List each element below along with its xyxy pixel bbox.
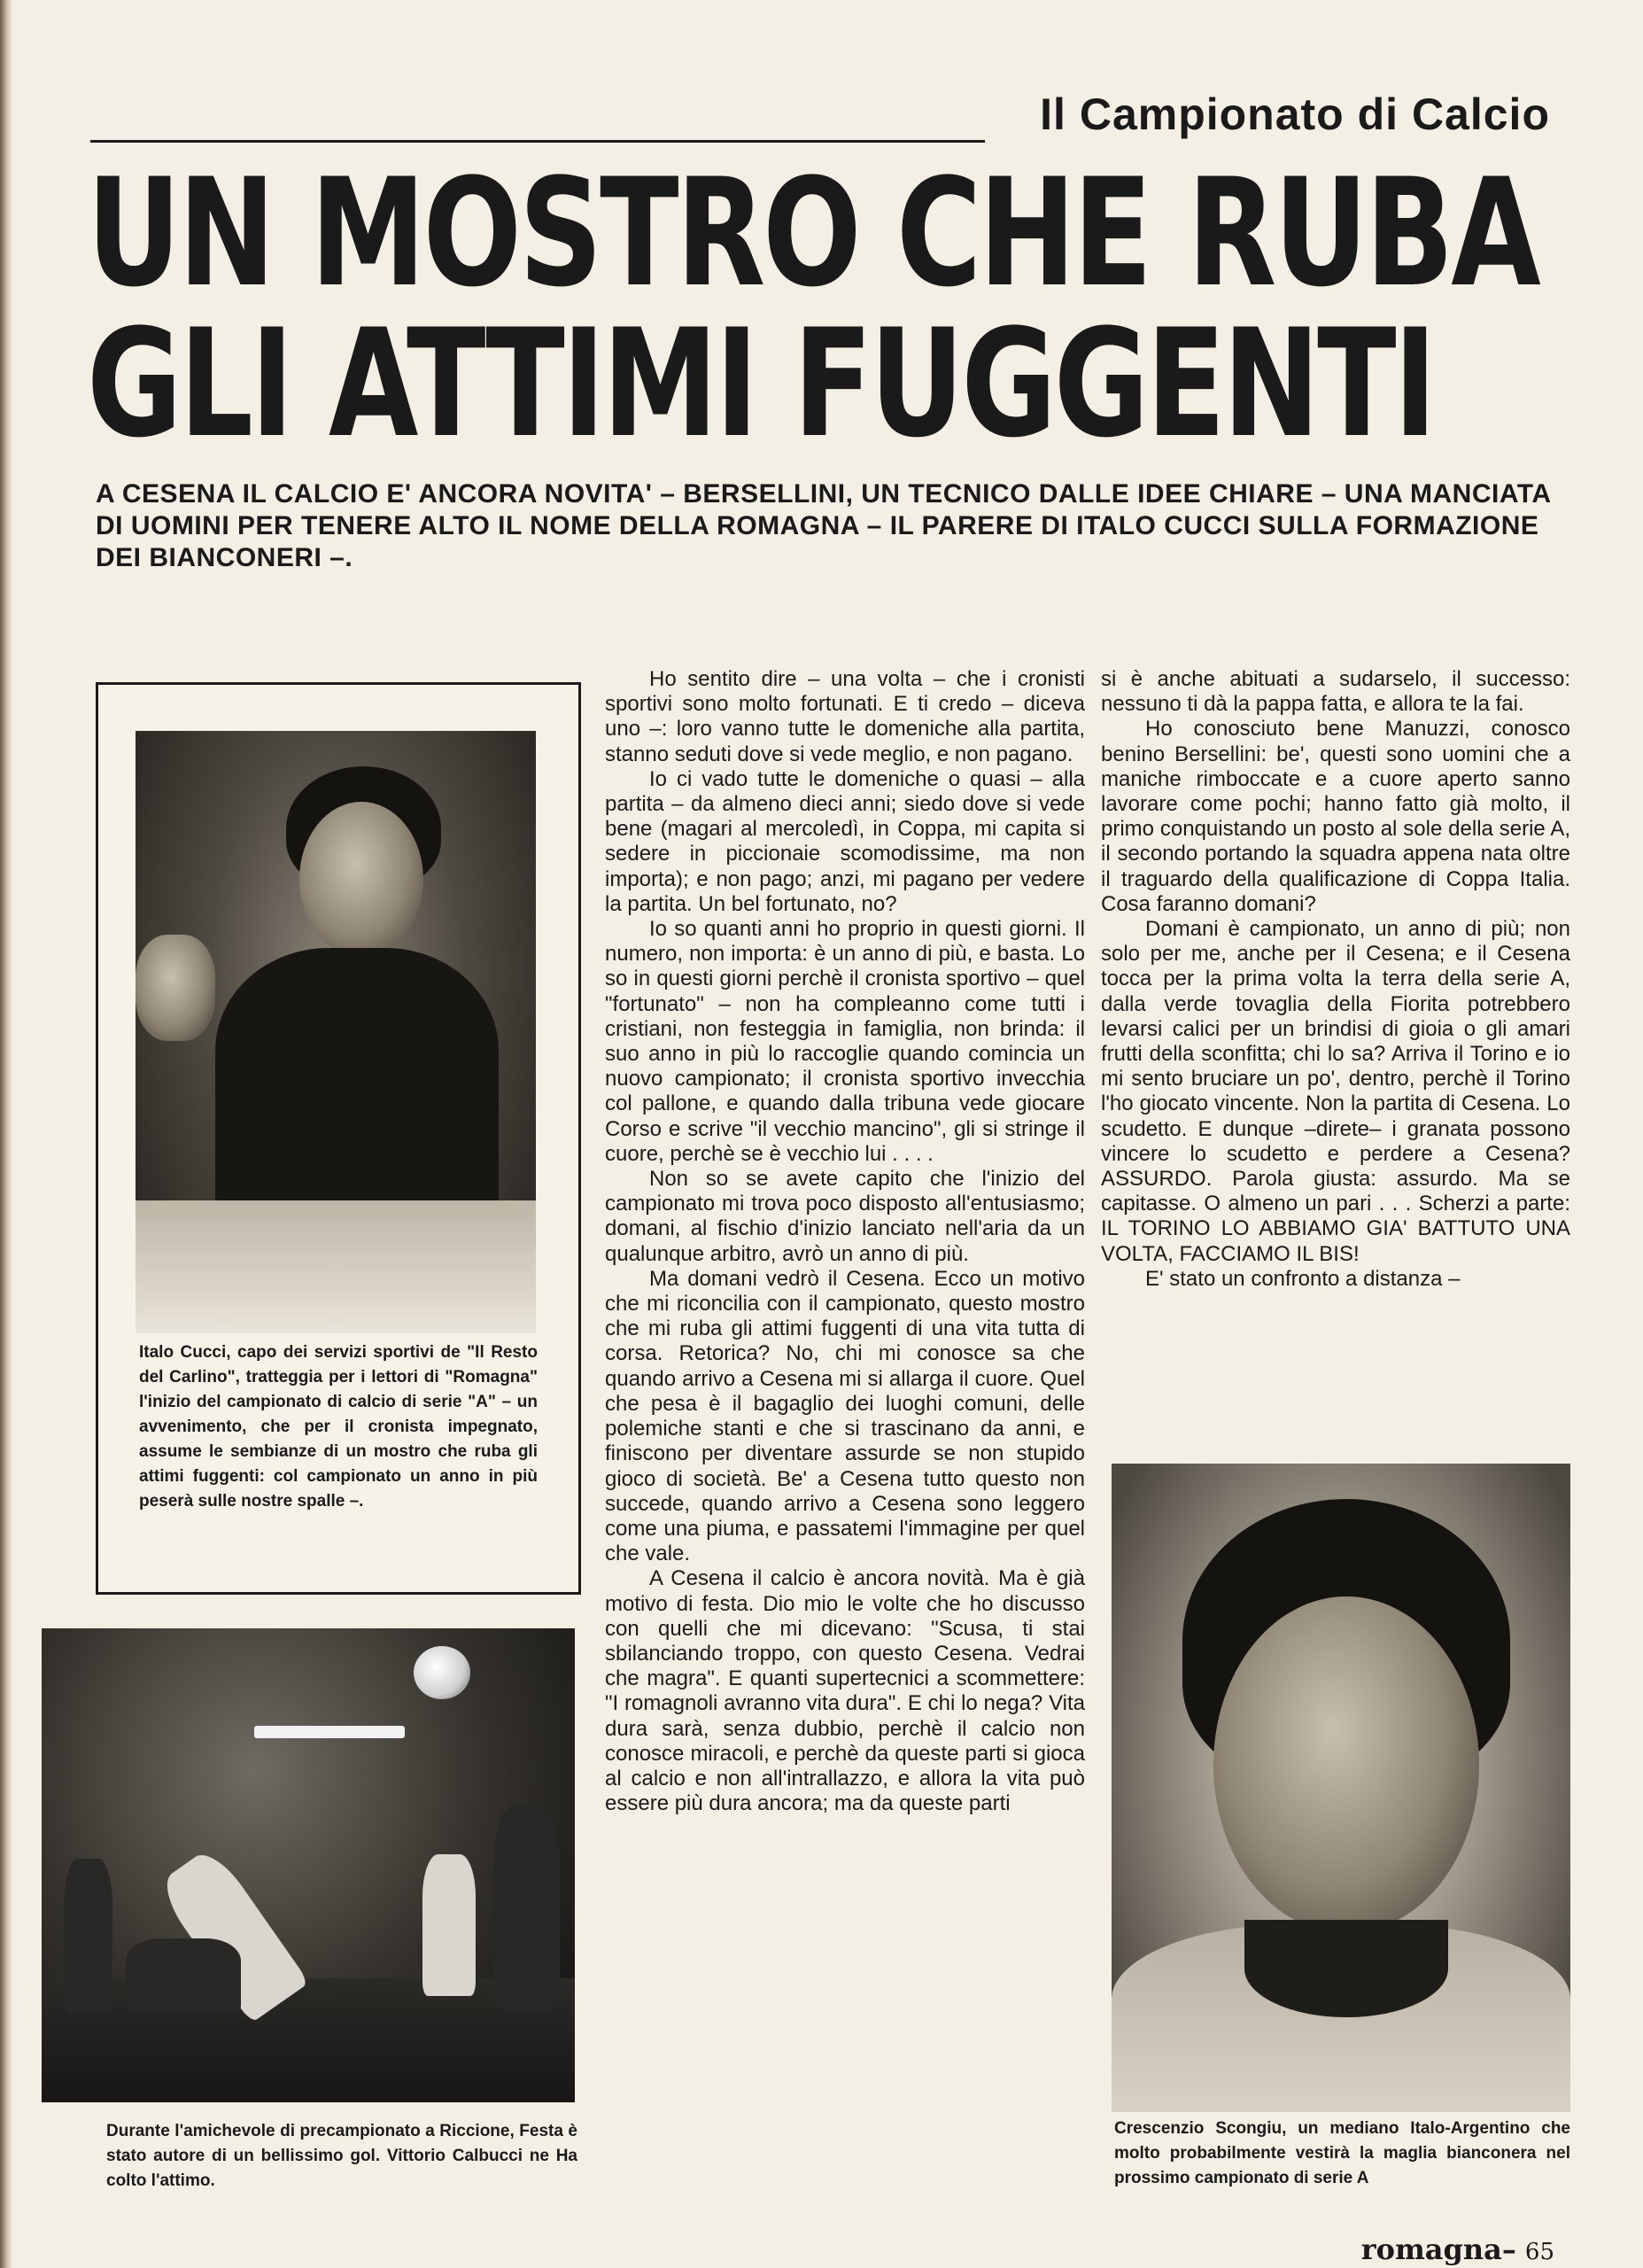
photo-table-shape — [136, 1200, 536, 1333]
photo-player-shape — [493, 1806, 560, 2009]
article-paragraph: Ho sentito dire – una volta – che i cronisti sportivi sono molto fortunati. E ti credo – diceva uno –: loro vanno tutte le domeniche alla partita, stanno seduti dove si vede meglio, e non pagano. — [605, 667, 1085, 766]
article-paragraph: Io so quanti anni ho proprio in questi giorni. Il numero, non importa: è un anno di più, e basta. Lo so in questi giorni perchè il cronista sportivo – quel "fortunato" – non ha compleanno come tutti i cristiani, non festeggia in famiglia, non brinda: il suo anno in più lo raccoglie quando comincia un nuovo campionato; il cronista sportivo invecchia col pallone, e quando dalla tribuna vede giocare Corso e scrive "il vecchio mancino", gli si stringe il cuore, perchè se è vecchio lui . . . . — [605, 917, 1085, 1166]
article-paragraph: Non so se avete capito che l'inizio del campionato mi trova poco disposto all'entusiasmo; domani, al fischio d'inizio lanciato nell'aria da un qualunque arbitro, avrò un anno di più. — [605, 1167, 1085, 1266]
photo-box-cucci — [96, 682, 581, 1595]
photo-player-shape — [64, 1859, 112, 2014]
photo-hand-shape — [136, 935, 215, 1041]
article-paragraph: si è anche abituati a sudarselo, il successo: nessuno ti dà la pappa fatta, e allora te la fai. — [1101, 667, 1570, 717]
photo-match-riccione — [42, 1628, 575, 2102]
photo-crescenzio-scongiu — [1112, 1464, 1570, 2112]
article-paragraph: Ma domani vedrò il Cesena. Ecco un motivo che mi riconcilia con il campionato, questo mostro che mi ruba gli attimi fuggenti di una vita tutta di corsa. Retorica? No, chi mi conosce sa che quando arrivo a Cesena mi si allarga il cuore. Quel che pesa è il bagaglio dei luoghi comuni, delle polemiche stanti e che si trascinano da anni, e finiscono per diventare assurde se non stupido gioco di società. Be' a Cesena tutto questo non succede, quando arrivo a Cesena sono leggero come una piuma, e passatemi l'immagine per quel che vale. — [605, 1266, 1085, 1566]
photo-face-shape — [1213, 1596, 1479, 1933]
photo-caption-scongiu: Crescenzio Scongiu, un mediano Italo-Argentino che molto probabilmente vestirà la maglia bianconera nel prossimo campionato di serie A — [1114, 2119, 1570, 2187]
photo-italo-cucci — [136, 731, 536, 1333]
subheadline: A CESENA IL CALCIO E' ANCORA NOVITA' – BERSELLINI, UN TECNICO DALLE IDEE CHIARE – UNA MANCIATA DI UOMINI PER TENERE ALTO IL NOME DELLA ROMAGNA – IL PARERE DI ITALO CUCCI SULLA FORMAZIONE DEI BIANCONERI –. — [96, 479, 1551, 572]
section-kicker: Il Campionato di Calcio — [1040, 89, 1550, 139]
magazine-name: romagna — [1360, 2233, 1502, 2266]
photo-scarf-shape — [1244, 1920, 1448, 2017]
article-paragraph: Io ci vado tutte le domeniche o quasi – alla partita – da almeno dieci anni; siedo dove si vede bene (magari al mercoledì, in Coppa, mi capita si sedere in piccionaie scomodissime, ma non importa); e non pago; anzi, mi pagano per vedere la partita. Un bel fortunato, no? — [605, 766, 1085, 916]
photo-face-shape — [299, 802, 423, 957]
article-paragraph: E' stato un confronto a distanza – — [1145, 1266, 1461, 1291]
headline — [87, 146, 1538, 470]
photo-caption-cucci: Italo Cucci, capo dei servizi sportivi de "Il Resto del Carlino", tratteggia per i lettori di "Romagna" l'inizio del campionato di calcio di serie "A" – un avvenimento, che per il cronista impegnato, assume le sembianze di un mostro che ruba gli attimi fuggenti: col campionato un anno in più peserà sulle nostre spalle –. — [139, 1343, 538, 1511]
article-paragraph: Ho conosciuto bene Manuzzi, conosco benino Bersellini: be', questi sono uomini che a maniche rimboccate e a cuore aperto sanno lavorare come pochi; hanno fatto già molto, il primo conquistando un posto al sole della serie A, il secondo portando la squadra appena nata oltre il traguardo della qualificazione di Coppa Italia. Cosa faranno domani? — [1101, 717, 1570, 916]
photo-ball-shape — [414, 1646, 470, 1699]
footer-dash: – — [1501, 2233, 1516, 2266]
article-column-3 — [1101, 667, 1570, 1292]
photo-player-shape — [126, 1938, 241, 2014]
page-binding-edge — [0, 0, 12, 2268]
headline-line-1: UN MOSTRO CHE RUBA — [87, 146, 1538, 320]
page-footer — [1361, 2233, 1554, 2266]
kicker-rule — [90, 140, 985, 143]
photo-caption-riccione: Durante l'amichevole di precampionato a Riccione, Festa è stato autore di un bellissimo gol. Vittorio Calbucci ne Ha colto l'attimo. — [106, 2122, 577, 2190]
page-number: 65 — [1524, 2239, 1554, 2265]
article-column-2 — [605, 667, 1085, 1816]
headline-line-2: GLI ATTIMI FUGGENTI — [87, 297, 1435, 470]
photo-floodlight-shape — [254, 1726, 405, 1738]
photo-torso-shape — [215, 948, 499, 1205]
article-paragraph: Domani è campionato, un anno di più; non solo per me, anche per il Cesena; e il Cesena tocca per la prima volta la terra della serie A, dalla verde tovaglia della Fiorita potrebbero levarsi calici per un brindisi di gioia o gli amari frutti della sconfitta; chi lo sa? Arriva il Torino e io mi sento bruciare un po', dentro, perchè il Torino l'ho giocato vincente. Non la partita di Cesena. Lo scudetto. E dunque –direte– i granata possono vincere lo scudetto e perdere a Cesena? ASSURDO. Parola giusta: assurdo. Ma se capitasse. O almeno un pari . . . Scherzi a parte: IL TORINO LO ABBIAMO GIA' BATTUTO UNA VOLTA, FACCIAMO IL BIS! — [1101, 917, 1570, 1266]
photo-player-shape — [422, 1854, 476, 1996]
article-paragraph: A Cesena il calcio è ancora novità. Ma è già motivo di festa. Dio mio le volte che ho discusso con quelli che mi dicevano: "Scusa, ti stai sbilanciando troppo, con questo Cesena. Vedrai che magra". E quanti supertecnici a scommettere: "I romagnoli avranno vita dura". E chi lo nega? Vita dura sarà, senza dubbio, perchè il calcio non conosce miracoli, e perchè da queste parti si gioca al calcio e non all'intrallazzo, e allora la vita può essere più dura ancora; ma da queste parti — [605, 1566, 1085, 1816]
